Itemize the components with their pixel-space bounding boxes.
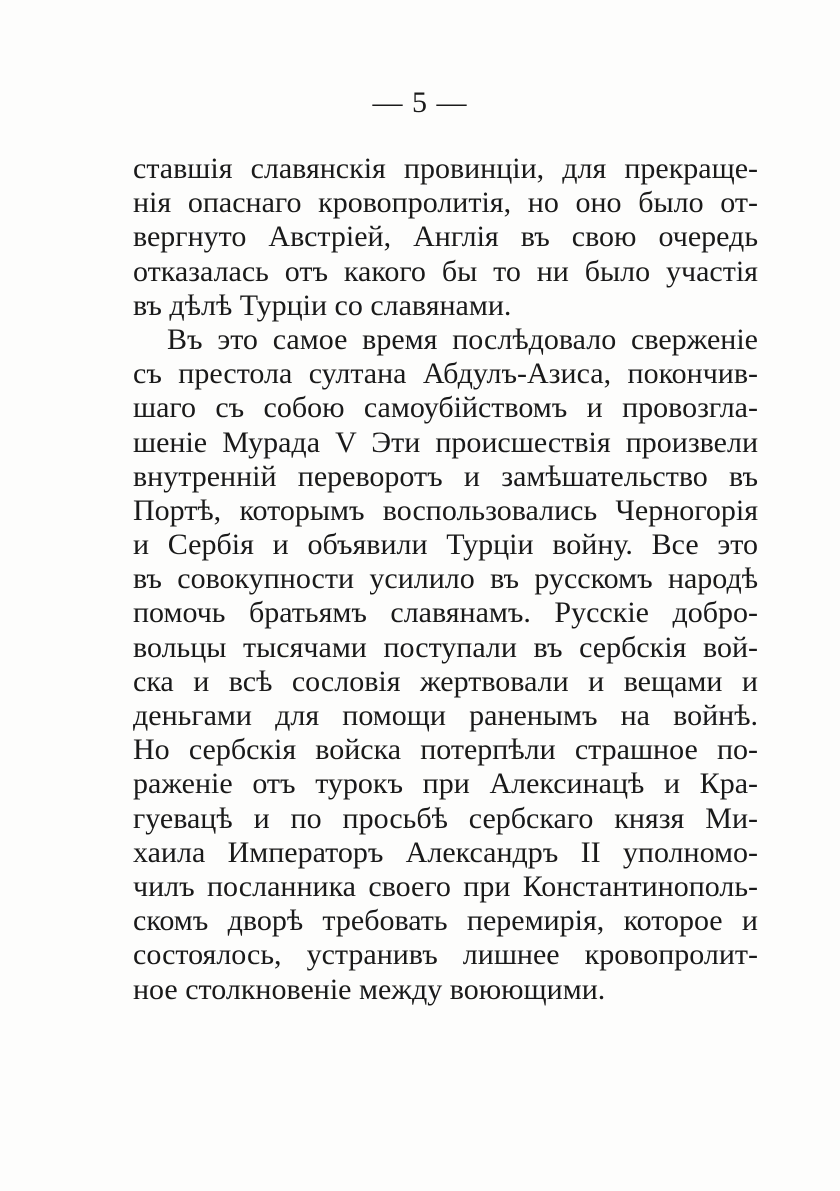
text-line: вергнуто Австріей, Англія въ свою очередь: [133, 220, 758, 254]
text-line: ставшія славянскія провинціи, для прекраще-: [133, 152, 758, 185]
text-line: отказалась отъ какого бы то ни было участія: [133, 254, 758, 288]
body-text: [133, 152, 758, 1007]
text-line: и Сербія и объявили Турціи войну. Все это: [133, 528, 758, 562]
text-line: Но сербскія войска потерпѣли страшное по-: [133, 733, 758, 767]
text-line: ное столкновеніе между воюющими.: [133, 972, 606, 1006]
text-line: помочь братьямъ славянамъ. Русскіе добро-: [133, 596, 758, 630]
text-line: въ дѣлѣ Турціи со славянами.: [133, 288, 512, 322]
text-line: состоялось, устранивъ лишнее кровопролит-: [133, 938, 758, 972]
text-line: шаго съ собою самоубійствомъ и провозгла-: [133, 391, 758, 425]
text-line: вольцы тысячами поступали въ сербскія вой-: [133, 630, 758, 664]
text-line: съ престола султана Абдулъ-Азиса, покончив-: [133, 357, 758, 391]
text-line: хаила Императоръ Александръ II уполномо-: [133, 835, 758, 869]
text-line: нія опаснаго кровопролитія, но оно было от-: [133, 186, 758, 220]
text-line: деньгами для помощи раненымъ на войнѣ.: [133, 699, 758, 732]
text-line: шеніе Мурада V Эти происшествія произвели: [133, 425, 758, 459]
text-line: чилъ посланника своего при Константинополь-: [133, 869, 758, 903]
text-line: скомъ дворѣ требовать перемирія, которое и: [133, 904, 758, 938]
text-line: Портѣ, которымъ воспользовались Черногорія: [133, 493, 758, 527]
text-line: ска и всѣ сословія жертвовали и вещами и: [133, 664, 758, 698]
text-line: внутренній переворотъ и замѣшательство въ: [133, 459, 758, 493]
page-number: — 5 —: [372, 86, 468, 119]
text-line: гуевацѣ и по просьбѣ сербскаго князя Ми-: [133, 801, 758, 835]
text-line: раженіе отъ турокъ при Алексинацѣ и Кра-: [133, 767, 758, 801]
text-line: Въ это самое время послѣдовало сверженіе: [167, 322, 758, 356]
text-line: въ совокупности усилило въ русскомъ народѣ: [133, 562, 758, 596]
